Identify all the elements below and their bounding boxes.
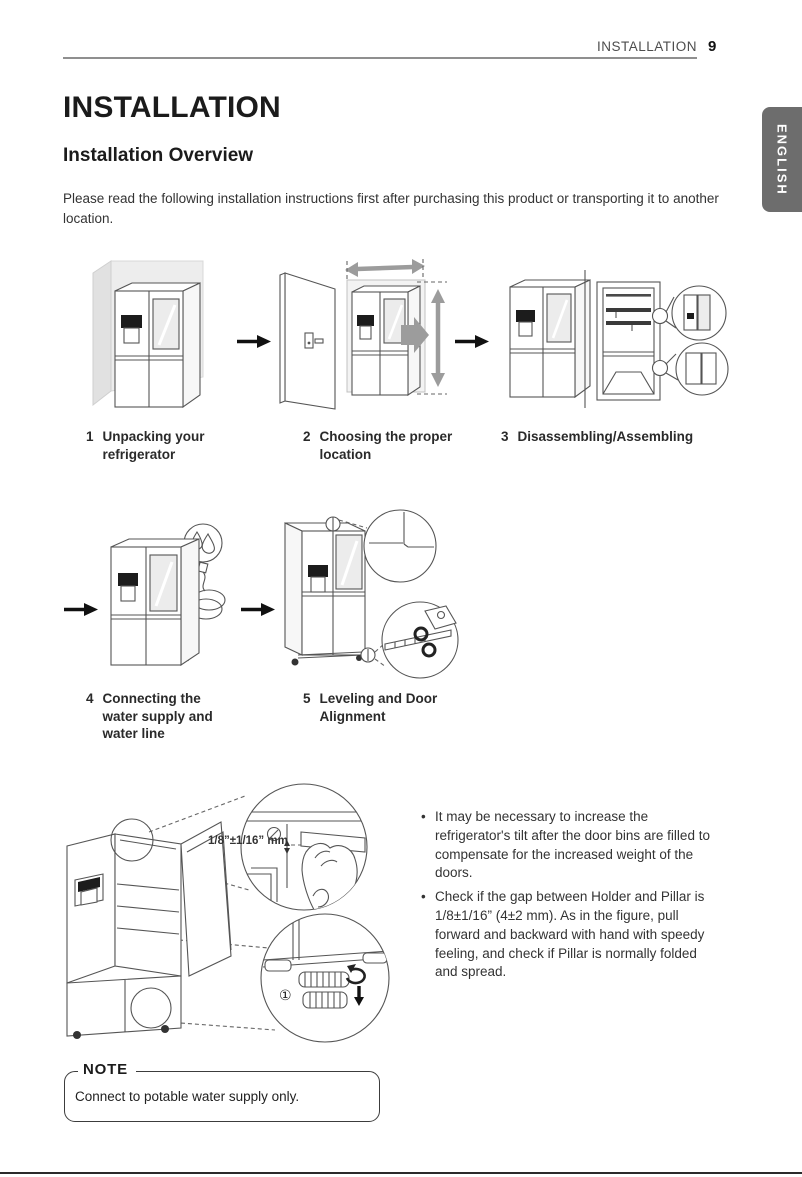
page-number: 9 (708, 38, 717, 55)
step-caption-1 (86, 428, 225, 463)
step-arrow-icon (237, 334, 271, 349)
instruction-bullets (419, 808, 717, 987)
step-label: Connecting the water supply and water line (102, 691, 213, 741)
step-label: Unpacking your refrigerator (102, 429, 205, 462)
figure-step-3-disassembling (498, 268, 735, 420)
dispenser (118, 573, 138, 586)
figure-step-1-unpacking (85, 257, 235, 417)
open-cabinet-illustration (597, 282, 668, 400)
step-label: Disassembling/Assembling (517, 429, 694, 444)
step-number: 2 (303, 429, 311, 444)
step-label: Choosing the proper location (319, 429, 453, 462)
step-caption-5 (303, 690, 460, 725)
note-text: Connect to potable water supply only. (75, 1089, 300, 1104)
figure-step-5-leveling (283, 503, 463, 688)
figure-door-gap-check (63, 788, 400, 1046)
callout-door-gap (364, 510, 436, 582)
callout-lower-doors (676, 343, 728, 395)
note-box (64, 1071, 380, 1122)
dispenser (357, 315, 374, 326)
step-number: 4 (86, 691, 94, 706)
callout-number-label: ① (279, 987, 292, 1003)
refrigerator-illustration (115, 283, 200, 407)
step-number: 3 (501, 429, 509, 444)
step-number: 1 (86, 429, 94, 444)
width-arrow (345, 259, 425, 281)
callout-leveling-wheel (261, 914, 389, 1042)
step-label: Leveling and Door Alignment (319, 691, 438, 724)
note-title: NOTE (78, 1061, 136, 1078)
step-arrow-icon (455, 334, 489, 349)
room-door (280, 273, 335, 409)
page-title: INSTALLATION (63, 91, 281, 124)
callout-leveling-foot (382, 602, 458, 678)
intro-paragraph: Please read the following installation instructions first after purchasing this product or transporting it to another location. (63, 191, 719, 226)
language-tab (762, 107, 802, 212)
hand-illustration (302, 843, 357, 913)
refrigerator-illustration (111, 539, 199, 665)
refrigerator-illustration (285, 523, 365, 666)
dispenser (516, 310, 535, 322)
callout-marker (653, 309, 668, 324)
bullet-item: • Check if the gap between Holder and Pillar is 1/8±1/16” (4±2 mm). As in the figure, pull forward and backward with hand with speedy feeling, and check if Pillar is normally folded and spread. (419, 888, 717, 982)
overview-heading: Installation Overview (63, 145, 254, 166)
callout-upper-doors (672, 286, 726, 340)
step-arrow-icon (64, 602, 98, 617)
figure-step-4-water (103, 505, 248, 685)
callout-marker (653, 361, 668, 376)
dispenser (121, 315, 142, 328)
step-caption-2 (303, 428, 472, 463)
header-section-title: INSTALLATION (596, 39, 697, 54)
step-number: 5 (303, 691, 311, 706)
open-refrigerator-illustration (67, 822, 231, 1039)
bullet-item: • It may be necessary to increase the refrigerator's tilt after the door bins are filled to compensate for the increased weight of the doors. (419, 808, 717, 883)
footer-rule (0, 1172, 802, 1174)
refrigerator-illustration (510, 280, 590, 397)
dispenser (308, 565, 328, 577)
gap-measurement-label: 1/8”±1/16” mm (208, 835, 288, 847)
step-caption-4 (86, 690, 231, 743)
step-caption-3 (501, 428, 750, 446)
language-tab-label: ENGLISH (774, 123, 790, 196)
figure-step-2-location (277, 259, 449, 419)
callout-holder-pillar (208, 784, 368, 913)
step-arrow-icon (241, 602, 275, 617)
header-rule (63, 57, 697, 59)
